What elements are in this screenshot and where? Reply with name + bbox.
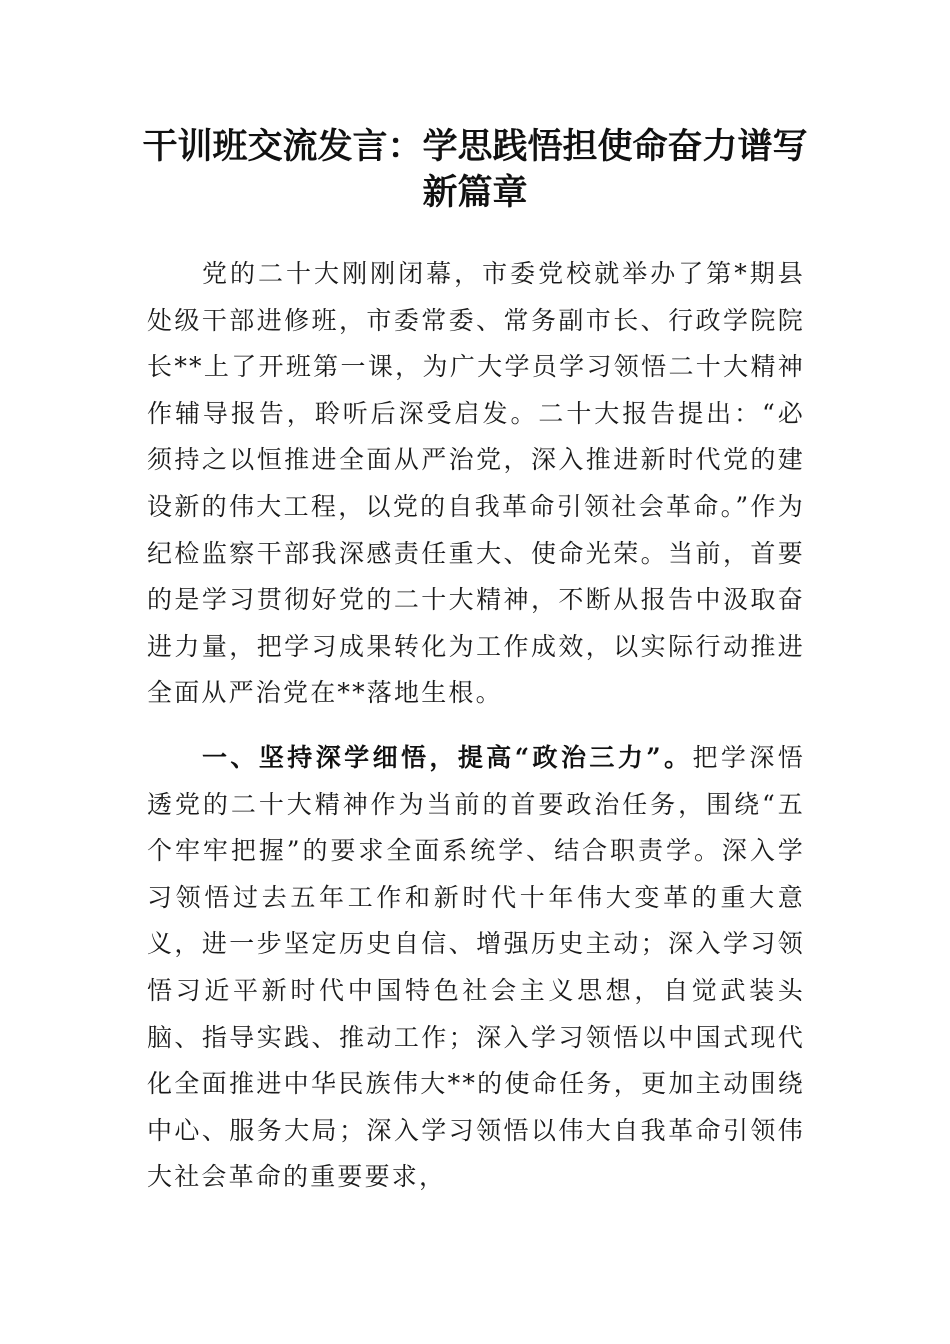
paragraph-section-one-text: 把学深悟透党的二十大精神作为当前的首要政治任务，围绕“五个牢牢把握”的要求全面系统学、结合职责学。深入学习领悟过去五年工作和新时代十年伟大变革的重大意义，进一步坚定历史自信、增强历史主动；深入学习领悟习近平新时代中国特色社会主义思想，自觉武装头脑、指导实践、推动工作；深入学习领悟以中国式现代化全面推进中华民族伟大**的使命任务，更加主动围绕中心、服务大局；深入学习领悟以伟大自我革命引领伟大社会革命的重要要求， <box>147 742 805 1192</box>
document-title: 干训班交流发言：学思践悟担使命奋力谱写新篇章 <box>142 126 808 213</box>
document-body <box>147 251 805 1201</box>
paragraph-section-one <box>147 735 805 1201</box>
paragraph-intro-text: 党的二十大刚刚闭幕，市委党校就举办了第*期县处级干部进修班，市委常委、常务副市长、行政学院院长**上了开班第一课，为广大学员学习领悟二十大精神作辅导报告，聆听后深受启发。二十大报告提出：“必须持之以恒推进全面从严治党，深入推进新时代党的建设新的伟大工程，以党的自我革命引领社会革命。”作为纪检监察干部我深感责任重大、使命光荣。当前，首要的是学习贯彻好党的二十大精神，不断从报告中汲取奋进力量，把学习成果转化为工作成效，以实际行动推进全面从严治党在**落地生根。 <box>147 259 805 708</box>
section-one-heading: 一、坚持深学细悟，提高“政治三力”。 <box>202 742 693 772</box>
paragraph-intro <box>147 251 805 717</box>
